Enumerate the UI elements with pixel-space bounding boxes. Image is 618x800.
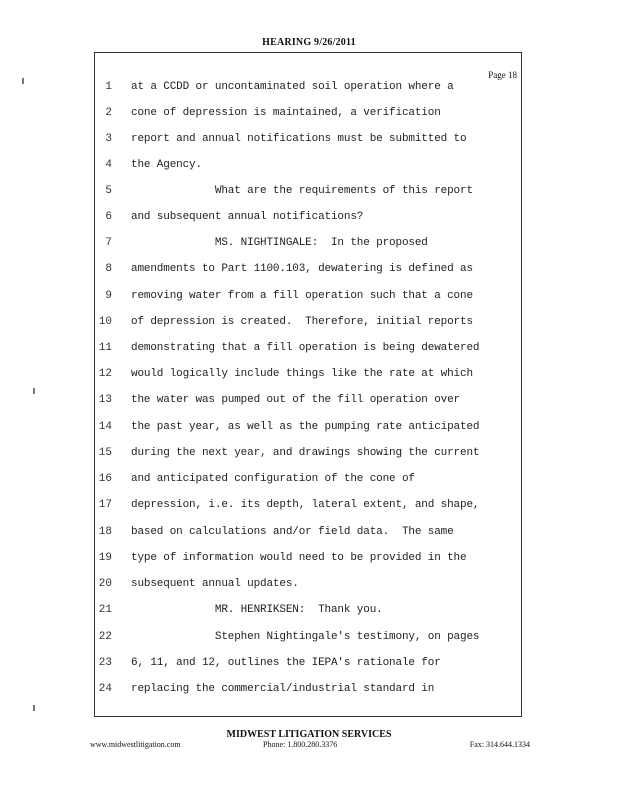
- line-number: 9: [105, 290, 112, 302]
- line-number: 13: [98, 394, 112, 406]
- transcript-line: [0, 133, 618, 153]
- scan-margin-mark: [33, 705, 35, 711]
- transcript-line: [0, 499, 618, 519]
- transcript-line: [0, 237, 618, 257]
- line-text: at a CCDD or uncontaminated soil operation where a: [131, 81, 454, 93]
- line-text: What are the requirements of this report: [131, 185, 473, 197]
- transcript-line: [0, 81, 618, 101]
- line-text: the past year, as well as the pumping rate anticipated: [131, 421, 480, 433]
- transcript-line: [0, 604, 618, 624]
- transcript-line: [0, 578, 618, 598]
- line-text: during the next year, and drawings showing the current: [131, 447, 480, 459]
- line-text: based on calculations and/or field data. The same: [131, 526, 454, 538]
- line-text: MR. HENRIKSEN: Thank you.: [131, 604, 383, 616]
- line-number: 14: [98, 421, 112, 433]
- transcript-line: [0, 473, 618, 493]
- line-number: 18: [98, 526, 112, 538]
- line-number: 10: [98, 316, 112, 328]
- scan-margin-mark: [22, 78, 24, 84]
- line-number: 22: [98, 631, 112, 643]
- line-number: 11: [98, 342, 112, 354]
- transcript-line: [0, 159, 618, 179]
- line-text: would logically include things like the rate at which: [131, 368, 473, 380]
- transcript-line: [0, 263, 618, 283]
- line-text: and anticipated configuration of the cone of: [131, 473, 415, 485]
- line-text: and subsequent annual notifications?: [131, 211, 364, 223]
- line-text: Stephen Nightingale's testimony, on pages: [131, 631, 480, 643]
- line-number: 19: [98, 552, 112, 564]
- line-number: 24: [98, 683, 112, 695]
- line-text: demonstrating that a fill operation is being dewatered: [131, 342, 480, 354]
- line-number: 5: [105, 185, 112, 197]
- transcript-line: [0, 316, 618, 336]
- line-text: type of information would need to be provided in the: [131, 552, 467, 564]
- line-text: the Agency.: [131, 159, 202, 171]
- footer-company-name: MIDWEST LITIGATION SERVICES: [226, 729, 392, 740]
- line-number: 1: [105, 81, 112, 93]
- transcript-line: [0, 211, 618, 231]
- line-text: 6, 11, and 12, outlines the IEPA's rationale for: [131, 657, 441, 669]
- line-text: report and annual notifications must be submitted to: [131, 133, 467, 145]
- transcript-line: [0, 185, 618, 205]
- line-text: the water was pumped out of the fill operation over: [131, 394, 461, 406]
- line-number: 6: [105, 211, 112, 223]
- scan-margin-mark: [33, 388, 35, 394]
- transcript-line: [0, 447, 618, 467]
- line-number: 23: [98, 657, 112, 669]
- line-number: 3: [105, 133, 112, 145]
- line-number: 4: [105, 159, 112, 171]
- line-text: amendments to Part 1100.103, dewatering is defined as: [131, 263, 473, 275]
- transcript-line: [0, 368, 618, 388]
- footer-fax: Fax: 314.644.1334: [469, 740, 530, 749]
- transcript-line: [0, 421, 618, 441]
- line-number: 15: [98, 447, 112, 459]
- line-number: 7: [105, 237, 112, 249]
- line-number: 8: [105, 263, 112, 275]
- footer-website: www.midwestlitigation.com: [90, 740, 181, 749]
- line-number: 17: [98, 499, 112, 511]
- transcript-line: [0, 394, 618, 414]
- transcript-line: [0, 683, 618, 703]
- line-text: MS. NIGHTINGALE: In the proposed: [131, 237, 428, 249]
- line-number: 21: [98, 604, 112, 616]
- transcript-line: [0, 290, 618, 310]
- line-text: replacing the commercial/industrial standard in: [131, 683, 435, 695]
- line-number: 12: [98, 368, 112, 380]
- line-number: 20: [98, 578, 112, 590]
- transcript-line: [0, 631, 618, 651]
- line-number: 2: [105, 107, 112, 119]
- footer-phone: Phone: 1.800.280.3376: [263, 740, 338, 749]
- line-text: of depression is created. Therefore, initial reports: [131, 316, 473, 328]
- line-text: removing water from a fill operation such that a cone: [131, 290, 473, 302]
- line-text: cone of depression is maintained, a verification: [131, 107, 441, 119]
- line-number: 16: [98, 473, 112, 485]
- transcript-header-title: HEARING 9/26/2011: [262, 37, 356, 48]
- transcript-line: [0, 107, 618, 127]
- transcript-line: [0, 552, 618, 572]
- line-text: depression, i.e. its depth, lateral extent, and shape,: [131, 499, 480, 511]
- page-number: Page 18: [488, 70, 517, 80]
- transcript-line: [0, 526, 618, 546]
- transcript-line: [0, 657, 618, 677]
- transcript-line: [0, 342, 618, 362]
- line-text: subsequent annual updates.: [131, 578, 299, 590]
